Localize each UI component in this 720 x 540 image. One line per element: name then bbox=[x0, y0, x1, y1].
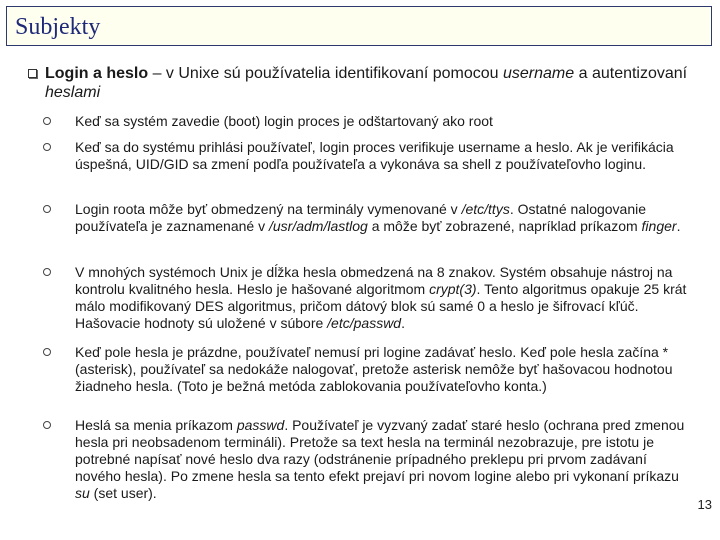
circle-bullet-icon bbox=[43, 268, 51, 276]
sub-item-1-text: Keď sa systém zavedie (boot) login proces je odštartovaný ako root bbox=[75, 113, 493, 129]
title-box bbox=[6, 6, 712, 46]
sub-item-3-text-c: a môže byť zobrazené, napríklad príkazom bbox=[367, 218, 642, 234]
circle-bullet-icon bbox=[43, 348, 51, 356]
main-point-text-a: – v Unixe sú používatelia identifikovaní pomocou bbox=[148, 65, 503, 82]
sub-item-text bbox=[75, 417, 693, 502]
sub-item-3 bbox=[43, 201, 693, 235]
sub-item-text bbox=[75, 344, 693, 395]
sub-item-6 bbox=[43, 417, 693, 502]
sub-item-3-em-b: /usr/adm/lastlog bbox=[268, 218, 368, 234]
sub-item-text bbox=[75, 113, 693, 130]
sub-item-3-text-d: . bbox=[676, 218, 681, 234]
sub-item-2-text: Keď sa do systému prihlási používateľ, login proces verifikuje username a heslo. Ak je verifikácia úspešná, UID/GID sa zmení podľa používateľa a vykonáva sa shell z používateľovho loginu. bbox=[75, 139, 674, 172]
sub-item-text bbox=[75, 139, 693, 173]
main-point bbox=[28, 64, 698, 102]
sub-item-5-text: Keď pole hesla je prázdne, používateľ nemusí pri logine zadávať heslo. Keď pole hesla začína * (asterisk), používateľ sa nedokáže nalogovať, pretože asterisk nemôže byť hašovacou hodnotou žiadneho hesla. (Toto je bežná metóda zablokovania používateľovho konta.) bbox=[75, 344, 673, 394]
main-point-bold: Login a heslo bbox=[45, 65, 149, 82]
sub-item-5 bbox=[43, 344, 693, 395]
slide-title: Subjekty bbox=[15, 14, 101, 40]
sub-item-4-text-b: . Tento algoritmus opakuje 25 krát málo modifikovaný DES algoritmus, pričom dátový blok sú samé 0 a heslo je šifrovací kľúč. Hašovacie hodnoty sú uložené v súbore bbox=[75, 281, 687, 331]
sub-item-6-em-a: passwd bbox=[236, 417, 285, 433]
square-bullet-icon bbox=[28, 69, 37, 78]
circle-bullet-icon bbox=[43, 205, 51, 213]
sub-item-4-em-a: crypt(3) bbox=[429, 281, 477, 297]
circle-bullet-icon bbox=[43, 143, 51, 151]
circle-bullet-icon bbox=[43, 421, 51, 429]
sub-item-3-text-a: Login roota môže byť obmedzený na terminály vymenované v bbox=[75, 201, 462, 217]
sub-item-text bbox=[75, 201, 693, 235]
sub-item-text bbox=[75, 264, 693, 332]
sub-item-4 bbox=[43, 264, 693, 332]
main-point-em-username: username bbox=[503, 65, 575, 82]
sub-item-6-text-b: . Používateľ je vyzvaný zadať staré heslo (ochrana pred zmenou hesla pri neobsadenom termináli). Pretože sa text hesla na terminál nezobrazuje, pre istotu je potrebné napísať nové heslo dva razy (odstránenie prípadného preklepu pri prvom zadávaní nového hesla). Po zmene hesla sa tento efekt prejaví pri novom logine alebo pri vykonaní príkazu bbox=[75, 417, 685, 484]
sub-item-1 bbox=[43, 113, 693, 130]
sub-item-4-em-b: /etc/passwd bbox=[327, 315, 402, 331]
sub-item-4-text-c: . bbox=[401, 315, 405, 331]
sub-item-6-em-b: su bbox=[75, 485, 90, 501]
sub-item-3-em-a: /etc/ttys bbox=[461, 201, 510, 217]
sub-item-6-text-c: (set user). bbox=[89, 485, 157, 501]
circle-bullet-icon bbox=[43, 117, 51, 125]
page-number: 13 bbox=[697, 497, 712, 512]
sub-item-3-text-b: . Ostatné nalogovanie používateľa je zaznamenané v bbox=[75, 201, 647, 234]
main-point-text bbox=[45, 64, 698, 102]
sub-item-3-em-c: finger bbox=[641, 218, 677, 234]
main-point-em-heslami: heslami bbox=[45, 84, 101, 101]
sub-item-6-text-a: Heslá sa menia príkazom bbox=[75, 417, 237, 433]
sub-item-4-text-a: V mnohých systémoch Unix je dĺžka hesla obmedzená na 8 znakov. Systém obsahuje nástroj na kontrolu kvalitného hesla. Heslo je hašované algoritmom bbox=[75, 264, 673, 297]
main-point-text-b: a autentizovaní bbox=[574, 65, 688, 82]
sub-item-2 bbox=[43, 139, 693, 173]
